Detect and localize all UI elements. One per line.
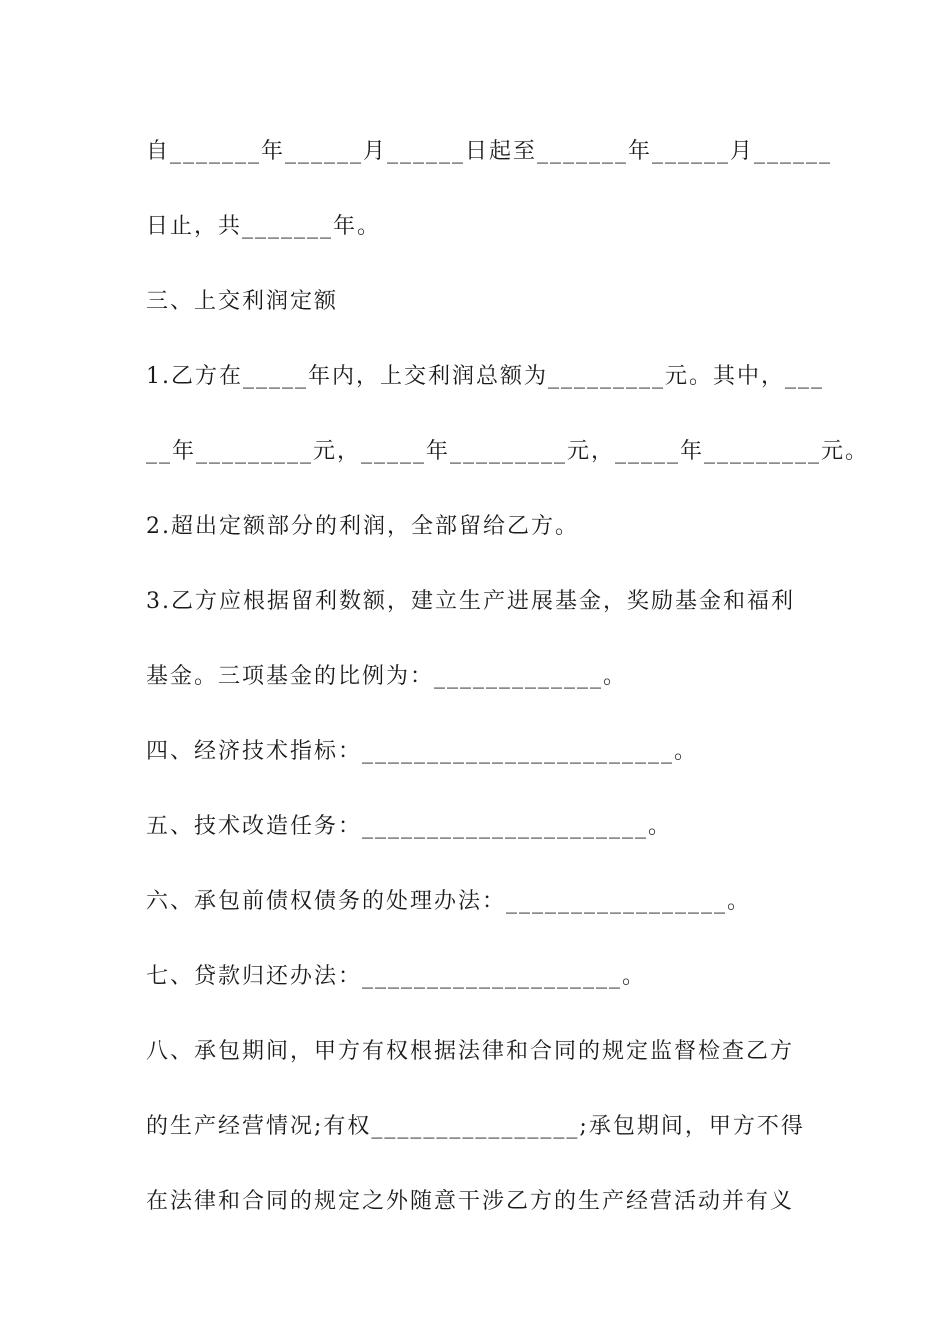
section-heading: 五、技术改造任务：______________________。 [146, 814, 673, 839]
text-line: 基金。三项基金的比例为：_____________。 [146, 664, 628, 689]
section-heading: 三、上交利润定额 [146, 289, 339, 314]
section-heading: 七、贷款归还办法：____________________。 [146, 964, 647, 989]
text-line: 3.乙方应根据留利数额，建立生产进展基金，奖励基金和福利 [146, 589, 795, 614]
text-line: 日止，共_______年。 [146, 214, 382, 239]
text-line: 2.超出定额部分的利润，全部留给乙方。 [146, 514, 579, 539]
section-heading: 八、承包期间，甲方有权根据法律和合同的规定监督检查乙方 [146, 1039, 795, 1064]
text-line: 1.乙方在_____年内，上交利润总额为_________元。其中，___ [146, 364, 824, 389]
section-heading: 四、经济技术指标：________________________。 [146, 739, 699, 764]
text-line: 在法律和合同的规定之外随意干涉乙方的生产经营活动并有义 [146, 1189, 795, 1214]
text-line: 的生产经营情况;有权________________;承包期间，甲方不得 [146, 1114, 805, 1139]
text-line: __年_________元，_____年_________元，_____年_________元。 [146, 439, 870, 464]
text-line: 自_______年______月______日起至_______年______月______ [146, 139, 833, 164]
section-heading: 六、承包前债权债务的处理办法：_________________。 [146, 889, 752, 914]
